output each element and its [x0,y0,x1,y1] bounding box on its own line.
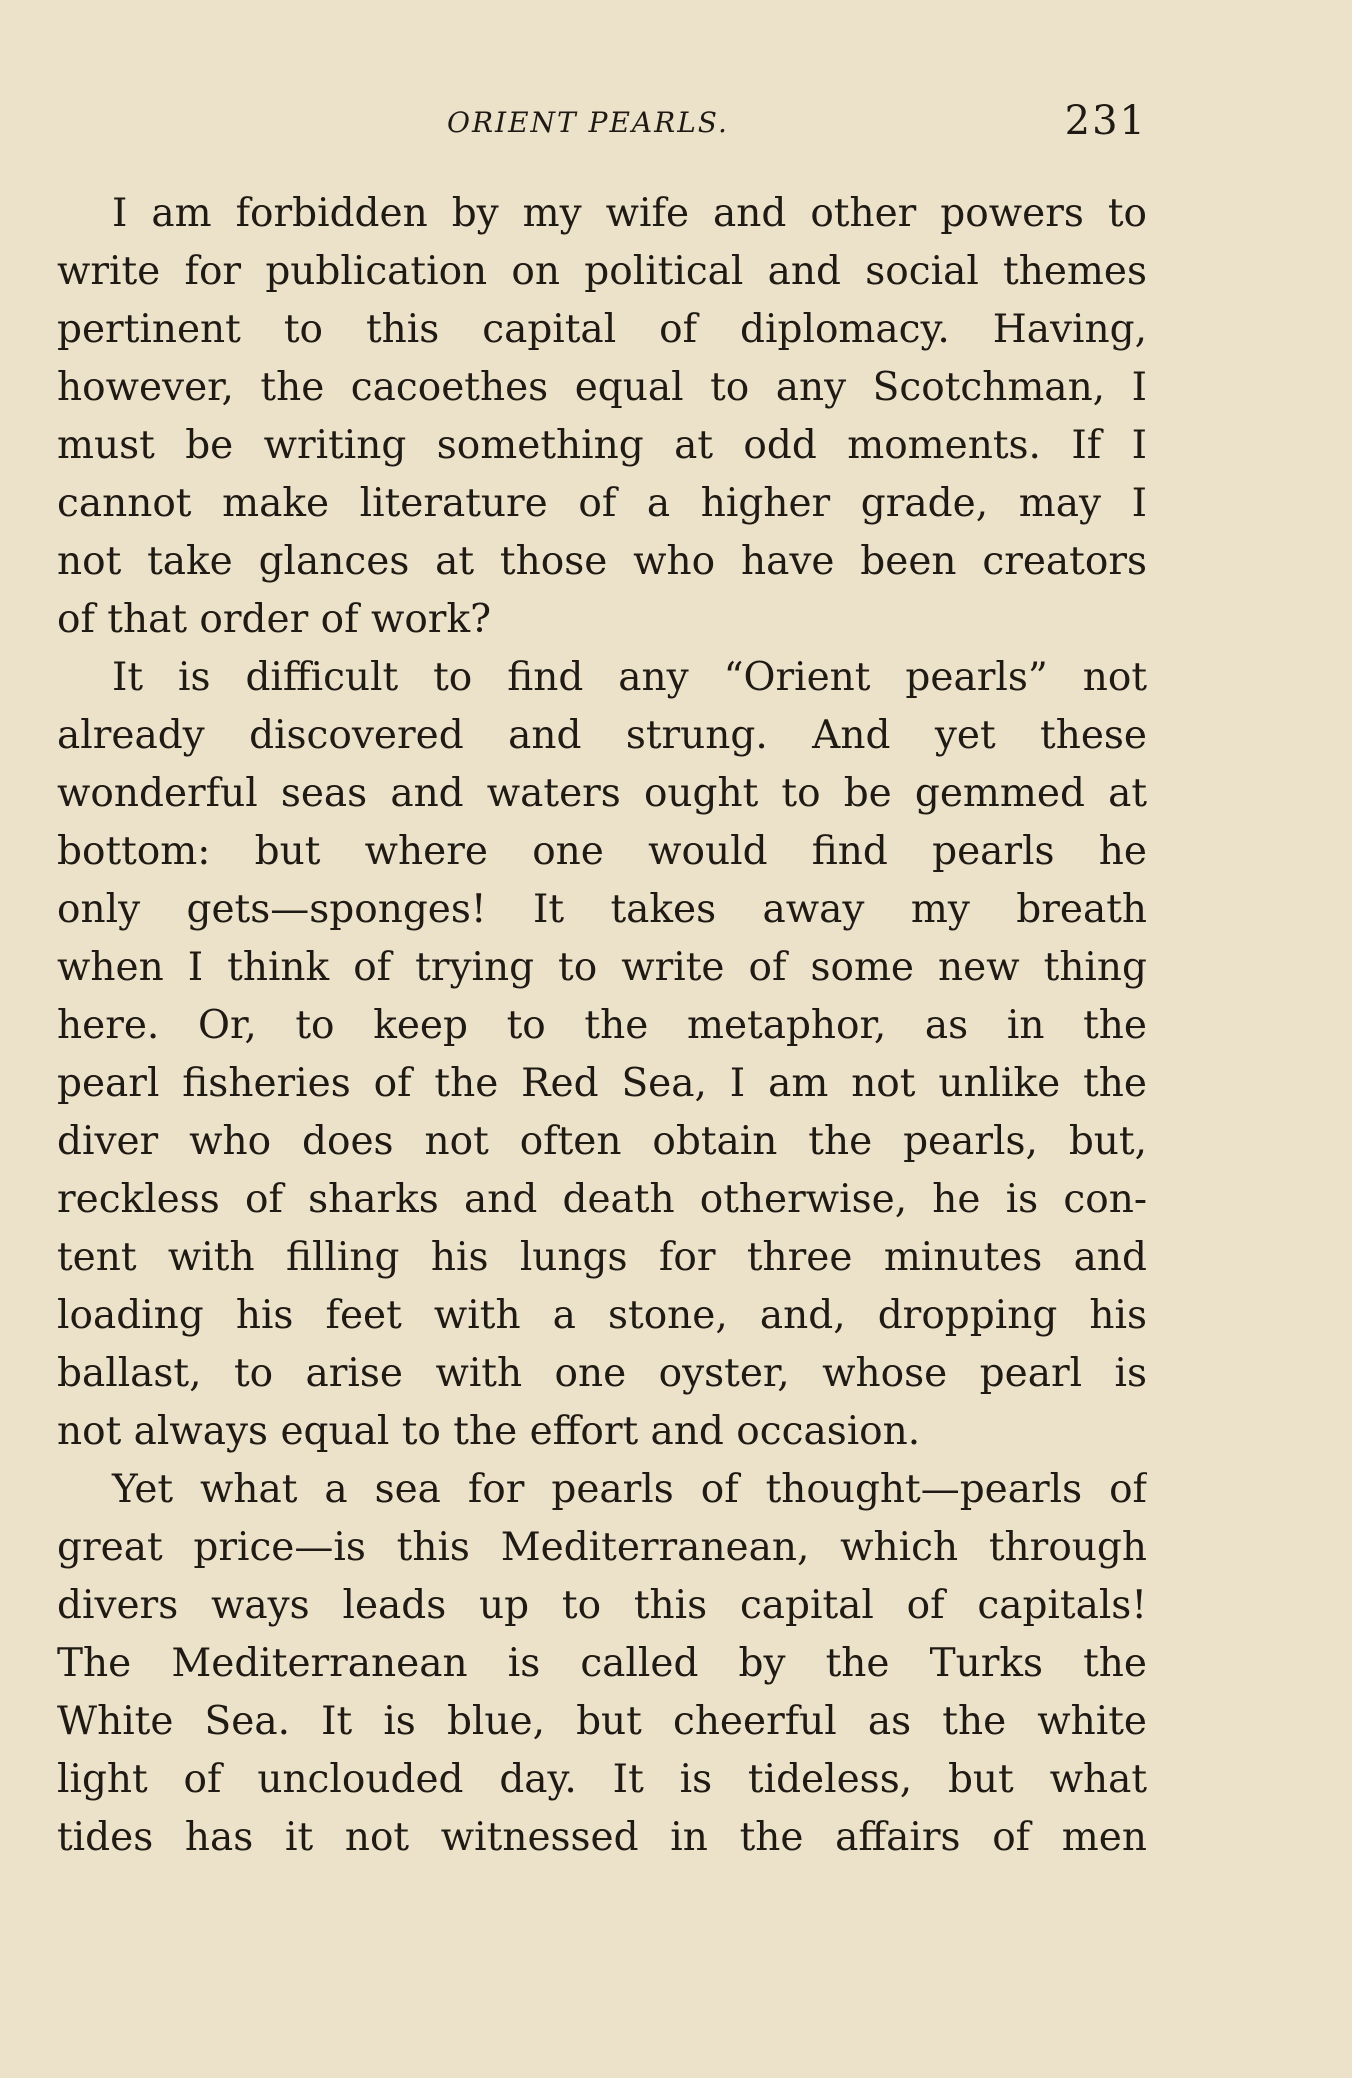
text-line: cannot make literature of a higher grade, may I [57,481,1147,526]
body-text [57,185,1147,1867]
text-line: White Sea. It is blue, but cheerful as the white [57,1699,1147,1744]
paragraph-1 [57,185,1147,649]
paragraph-3 [57,1461,1147,1867]
text-line: I am forbidden by my wife and other powers to [112,191,1147,236]
text-line: bottom: but where one would find pearls he [57,829,1147,874]
running-title: ORIENT PEARLS. [447,106,729,139]
text-line: light of unclouded day. It is tideless, but what [57,1757,1147,1802]
text-line: not always equal to the effort and occasion. [57,1409,921,1454]
text-line: The Mediterranean is called by the Turks the [57,1641,1147,1686]
text-line: write for publication on political and social themes [57,249,1147,294]
text-line: It is difficult to find any “Orient pearls” not [112,655,1147,700]
text-line: Yet what a sea for pearls of thought—pearls of [112,1467,1147,1512]
text-line: tides has it not witnessed in the affairs of men [57,1815,1147,1860]
text-line: already discovered and strung. And yet these [57,713,1147,758]
text-line: when I think of trying to write of some new thing [57,945,1147,990]
text-line: only gets—sponges! It takes away my breath [57,887,1147,932]
text-line: wonderful seas and waters ought to be gemmed at [57,771,1147,816]
text-line: pearl fisheries of the Red Sea, I am not unlike the [57,1061,1147,1106]
text-line: however, the cacoethes equal to any Scotchman, I [57,365,1147,410]
text-line: great price—is this Mediterranean, which through [57,1525,1147,1570]
page-number: 231 [1064,98,1147,144]
text-line: must be writing something at odd moments. If I [57,423,1147,468]
text-line: divers ways leads up to this capital of capitals! [57,1583,1147,1628]
text-line: loading his feet with a stone, and, dropping his [57,1293,1147,1338]
paragraph-2 [57,649,1147,1461]
text-line: reckless of sharks and death otherwise, he is con- [57,1177,1147,1222]
text-line: pertinent to this capital of diplomacy. Having, [57,307,1147,352]
text-line: diver who does not often obtain the pearls, but, [57,1119,1147,1164]
text-line: here. Or, to keep to the metaphor, as in the [57,1003,1147,1048]
text-line: of that order of work? [57,597,491,642]
text-line: ballast, to arise with one oyster, whose pearl is [57,1351,1147,1396]
text-line: tent with filling his lungs for three minutes and [57,1235,1147,1280]
running-head [57,92,1147,152]
text-line: not take glances at those who have been creators [57,539,1147,584]
